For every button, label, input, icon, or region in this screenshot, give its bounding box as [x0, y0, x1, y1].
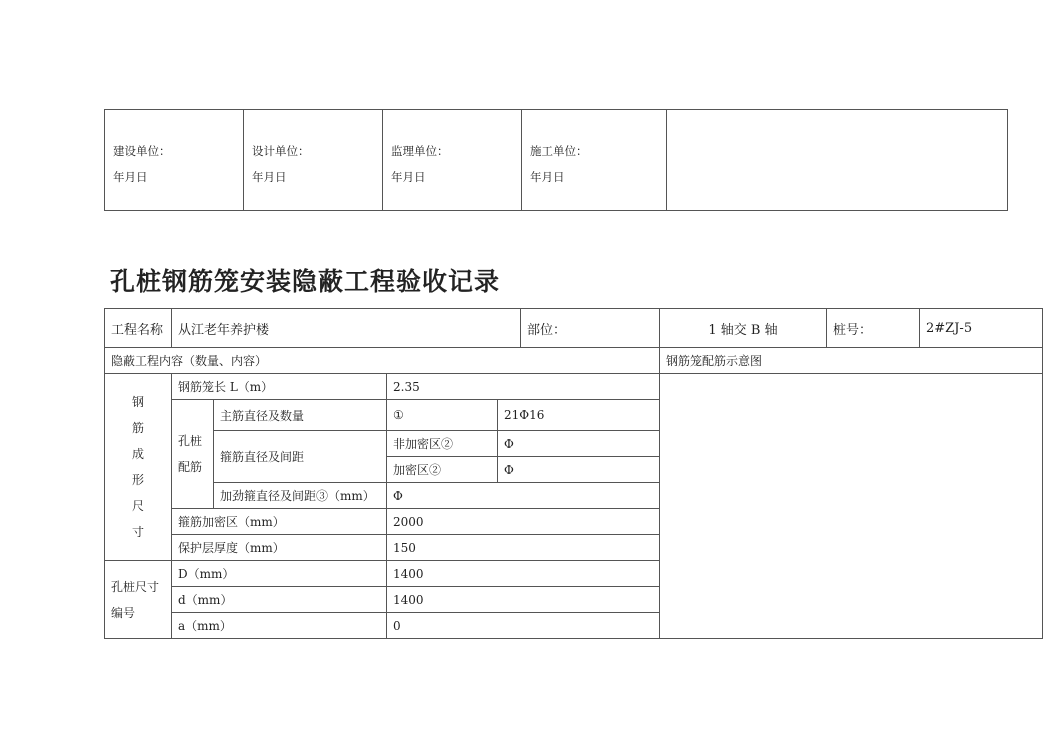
- pile-D-value: 1400: [387, 561, 660, 587]
- section-char: 尺: [131, 499, 144, 513]
- stirrup-label: 箍筋直径及间距: [214, 431, 387, 483]
- stiffener-label: 加劲箍直径及间距③（mm）: [214, 483, 387, 509]
- signature-date: 年月日: [252, 170, 287, 184]
- location-label: 部位：: [521, 309, 660, 348]
- cage-dimension-section-label: [105, 374, 172, 561]
- pile-size-label: [105, 561, 172, 639]
- cage-length-row: [105, 374, 1043, 400]
- dense-zone-value: Φ: [498, 457, 660, 483]
- inspection-record-table: [104, 308, 1043, 639]
- signature-table: [104, 109, 1008, 211]
- pile-number-value: 2#ZJ-5: [920, 309, 1043, 348]
- location-value: 1 轴交 B 轴: [660, 309, 827, 348]
- signature-cell-supervision: [383, 110, 522, 211]
- section-char: 筋: [131, 421, 144, 435]
- cover-thickness-label: 保护层厚度（mm）: [172, 535, 387, 561]
- main-bar-value: 21Φ16: [498, 400, 660, 431]
- pile-D-label: D（mm）: [172, 561, 387, 587]
- non-dense-zone-label: 非加密区②: [387, 431, 498, 457]
- page-title: 孔桩钢筋笼安装隐蔽工程验收记录: [110, 267, 501, 296]
- dense-zone-length-value: 2000: [387, 509, 660, 535]
- signature-date: 年月日: [530, 170, 565, 184]
- signature-cell-design: [244, 110, 383, 211]
- diagram-label: 钢筋笼配筋示意图: [660, 348, 1043, 374]
- cage-length-value: 2.35: [387, 374, 660, 400]
- signature-unit: 施工单位：: [530, 144, 588, 158]
- pile-size-label-line: 孔桩尺寸: [111, 579, 160, 594]
- section-char: 形: [131, 473, 144, 487]
- rebar-diagram-area: [660, 374, 1043, 639]
- pile-d-label: d（mm）: [172, 587, 387, 613]
- signature-unit: 建设单位：: [113, 144, 171, 158]
- cage-length-label: 钢筋笼长 L（m）: [172, 374, 387, 400]
- main-bar-mark: ①: [387, 400, 498, 431]
- hidden-work-content-label: 隐蔽工程内容（数量、内容）: [105, 348, 660, 374]
- pile-size-label-line: 编号: [111, 605, 136, 620]
- stiffener-value: Φ: [387, 483, 660, 509]
- dense-zone-label: 加密区②: [387, 457, 498, 483]
- pile-rebar-label: 孔桩 配筋: [172, 400, 214, 509]
- pile-d-value: 1400: [387, 587, 660, 613]
- main-bar-label: 主筋直径及数量: [214, 400, 387, 431]
- non-dense-zone-value: Φ: [498, 431, 660, 457]
- signature-date: 年月日: [113, 170, 148, 184]
- section-char: 成: [131, 447, 144, 461]
- pile-a-label: a（mm）: [172, 613, 387, 639]
- dense-zone-length-label: 箍筋加密区（mm）: [172, 509, 387, 535]
- header-row: [105, 309, 1043, 348]
- project-label: 工程名称: [105, 309, 172, 348]
- section-header-row: [105, 348, 1043, 374]
- section-char: 钢: [131, 395, 144, 409]
- signature-cell-construction: [105, 110, 244, 211]
- section-char: 寸: [131, 525, 144, 539]
- signature-cell-blank: [667, 110, 1008, 211]
- signature-cell-contractor: [522, 110, 667, 211]
- signature-unit: 设计单位：: [252, 144, 310, 158]
- signature-date: 年月日: [391, 170, 426, 184]
- project-name-value: 从江老年养护楼: [172, 309, 521, 348]
- pile-number-label: 桩号：: [827, 309, 920, 348]
- signature-unit: 监理单位：: [391, 144, 449, 158]
- cover-thickness-value: 150: [387, 535, 660, 561]
- pile-a-value: 0: [387, 613, 660, 639]
